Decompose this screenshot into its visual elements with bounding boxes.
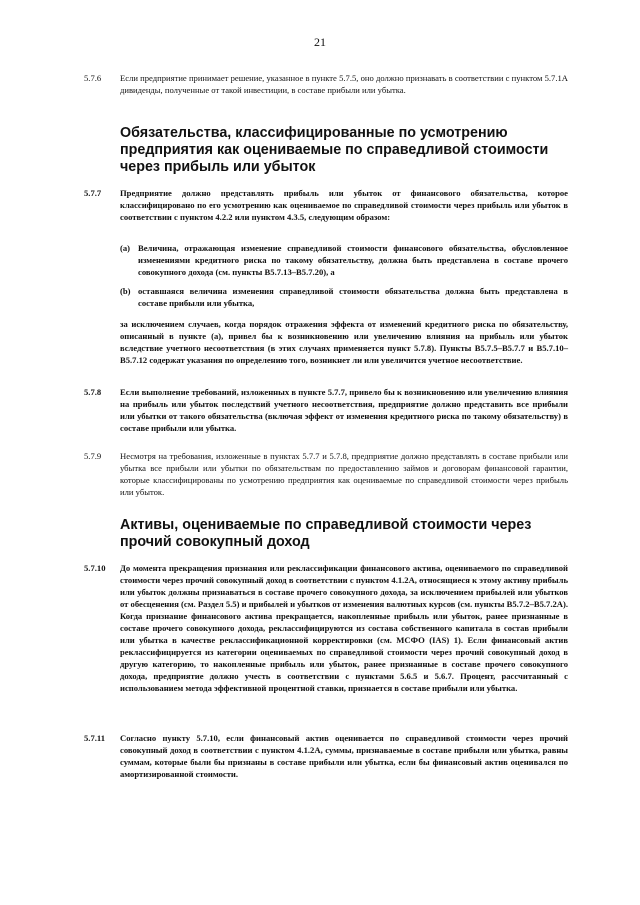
paragraph-number: 5.7.10 bbox=[84, 563, 106, 573]
paragraph-number: 5.7.8 bbox=[84, 387, 102, 397]
paragraph-text: Если предприятие принимает решение, указанное в пункте 5.7.5, оно должно признавать в соответствии с пунктом 5.7.1А дивиденды, полученные от такой инвестиции, в составе прибыли или убытка. bbox=[120, 73, 568, 95]
section-heading-assets: Активы, оцениваемые по справедливой стоимости через прочий совокупный доход bbox=[120, 517, 532, 550]
paragraph-number: 5.7.9 bbox=[84, 451, 102, 461]
paragraph-number: 5.7.7 bbox=[84, 188, 102, 198]
paragraph-5-7-7-continuation: за исключением случаев, когда порядок отражения эффекта от изменений кредитного риска по обязательству, описанный в пункте (а), привел бы к возникновению или увеличению влияния на прибыль или убыток вследствие учетного несоответствия (в этих случаях применяется пункт 5.7.8). Пункты B5.7.5–B5.7.7 и B5.7.10–B5.7.12 содержат указания по определению того, возникнет ли или увеличится учетное несоответствие. bbox=[120, 319, 568, 365]
paragraph-5-7-11 bbox=[84, 732, 568, 780]
paragraph-text: Предприятие должно представлять прибыль или убыток от финансового обязательства, которое классифицировано по его усмотрению как оцениваемое по справедливой стоимости через прибыль или убыток в соответствии с пунктом 4.2.2 или пунктом 4.3.5, следующим образом: bbox=[120, 188, 568, 222]
paragraph-text: Согласно пункту 5.7.10, если финансовый актив оценивается по справедливой стоимости через прочий совокупный доход в соответствии с пунктом 4.1.2А, суммы, признаваемые в составе прибыли или убытка, равны суммам, которые были бы признаны в составе прибыли или убытка, если бы финансовый актив оценивался по амортизированной стоимости. bbox=[120, 733, 568, 779]
paragraph-5-7-6 bbox=[84, 72, 568, 96]
paragraph-5-7-7 bbox=[84, 187, 568, 223]
paragraph-text: Если выполнение требований, изложенных в пункте 5.7.7, привело бы к возникновению или увеличению влияния на прибыль или убыток последствий учетного несоответствия, предприятие должно представить все прибыли или убытки от такого обязательства (включая эффект от изменения кредитного риска по такому обязательству) в составе прибыли или убытка. bbox=[120, 387, 568, 433]
list-item-label: (a) bbox=[120, 243, 131, 253]
paragraph-number: 5.7.6 bbox=[84, 73, 102, 83]
section-heading-liabilities: Обязательства, классифицированные по усмотрению предприятия как оцениваемые по справедливой стоимости через прибыль или убыток bbox=[120, 125, 549, 175]
list-item-b bbox=[120, 285, 568, 309]
paragraph-text: До момента прекращения признания или реклассификации финансового актива, оцениваемого по справедливой стоимости через прочий совокупный доход в соответствии с пунктом 4.1.2А, относящиеся к этому активу прибыль или убыток должны признаваться в составе прочего совокупного дохода, за исключением прибылей или убытков от обесценения (см. Раздел 5.5) и прибылей и убытков от изменения валютных курсов (см. пункты B5.7.2–B5.7.2А). Когда признание финансового актива прекращается, накопленные прибыль или убыток, ранее признанные в составе прочего совокупного дохода, реклассифицируются из состава собственного капитала в состав прибыли или убытка в качестве реклассификационной корректировки (см. МСФО (IAS) 1). Если финансовый актив реклассифицируется из категории оцениваемых по справедливой стоимости через прочий совокупный доход в другую категорию, то накопленные прибыль или убыток, ранее признанные в составе прочего совокупного дохода, предприятие должно учесть в соответствии с пунктами 5.6.5 и 5.6.7. Процент, рассчитанный с использованием метода эффективной процентной ставки, признается в составе прибыли или убытка. bbox=[120, 563, 568, 693]
list-item-a bbox=[120, 242, 568, 278]
page-number: 21 bbox=[314, 35, 326, 49]
list-item-text: Величина, отражающая изменение справедливой стоимости финансового обязательства, обусловленное изменениями кредитного риска по такому обязательству, должна быть представлена в составе прочего совокупного дохода (см. пункты B5.7.13–B5.7.20), а bbox=[138, 243, 568, 277]
paragraph-5-7-10 bbox=[84, 562, 568, 694]
list-item-label: (b) bbox=[120, 286, 131, 296]
paragraph-number: 5.7.11 bbox=[84, 733, 106, 743]
paragraph-5-7-9 bbox=[84, 450, 568, 498]
paragraph-5-7-8 bbox=[84, 386, 568, 434]
paragraph-text: Несмотря на требования, изложенные в пунктах 5.7.7 и 5.7.8, предприятие должно представлять в составе прибыли или убытка все прибыли или убытки по обязательствам по предоставлению займов и договорам финансовой гарантии, которые классифицированы по усмотрению предприятия как оцениваемые по справедливой стоимости через прибыль или убыток. bbox=[120, 451, 568, 497]
list-item-text: оставшаяся величина изменения справедливой стоимости обязательства должна быть представлена в составе прибыли или убытка, bbox=[138, 286, 568, 308]
